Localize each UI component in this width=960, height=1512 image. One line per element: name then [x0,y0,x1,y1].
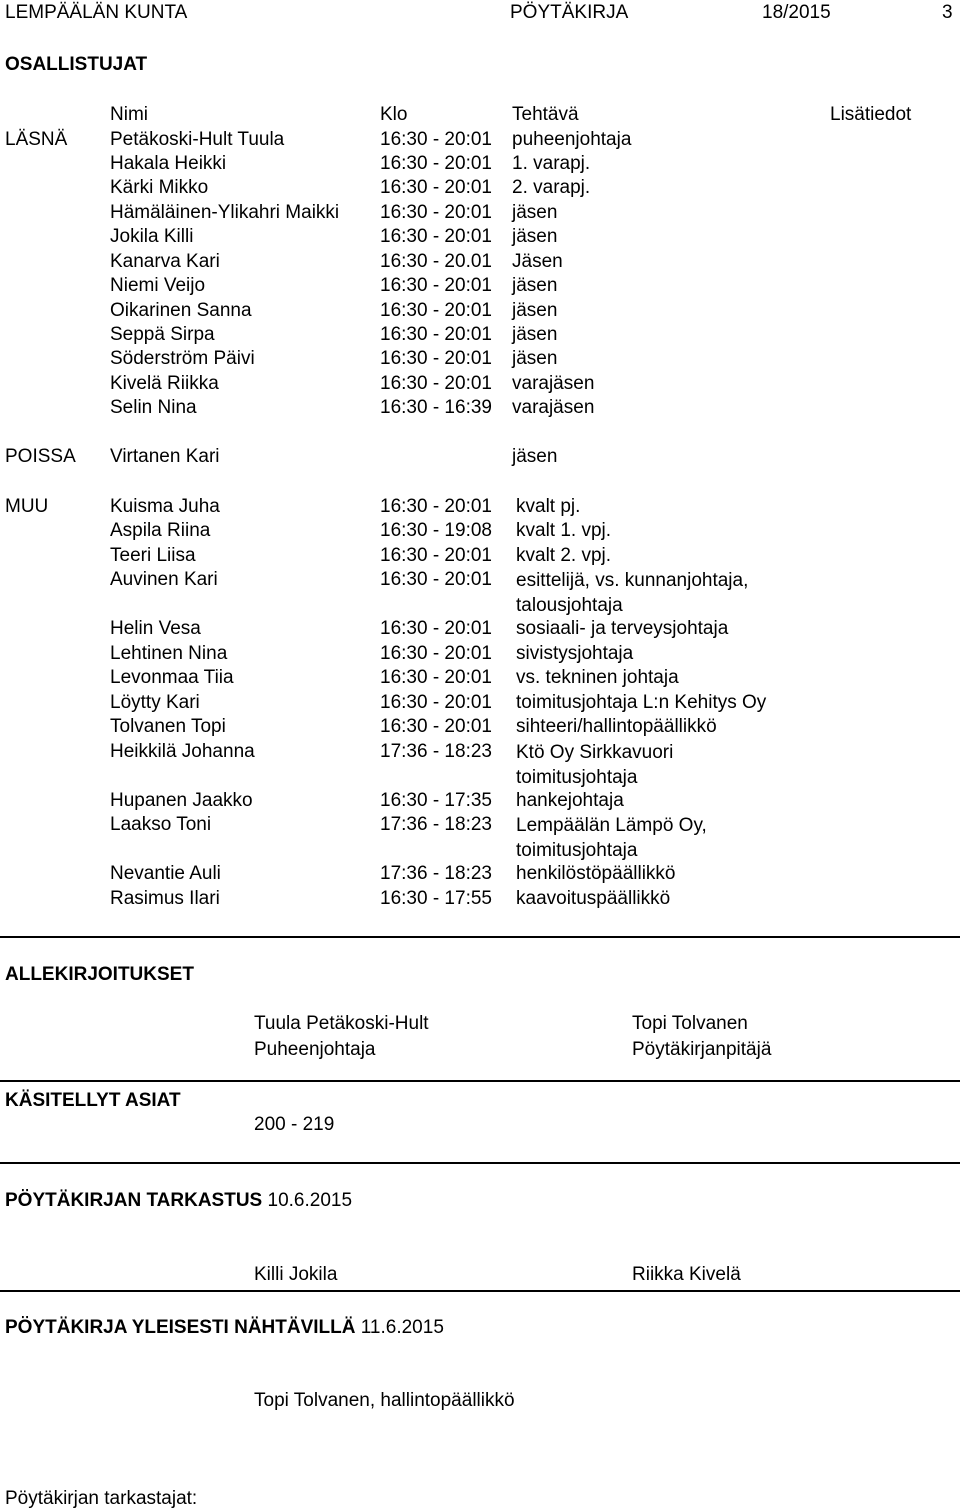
participant-role: sivistysjohtaja [516,643,634,664]
participant-role: jäsen [512,324,558,345]
participant-role: kvalt 1. vpj. [516,520,612,541]
participant-time: 17:36 - 18:23 [380,814,492,835]
column-header-time: Klo [380,104,408,125]
table-row [0,251,960,275]
handled-items-range: 200 - 219 [254,1114,335,1135]
participant-role: 1. varapj. [512,153,591,174]
section-divider [0,1290,960,1292]
table-row [0,643,960,667]
participant-time: 16:30 - 17:55 [380,888,492,909]
table-row [0,348,960,372]
participant-role: puheenjohtaja [512,129,632,150]
participant-time: 16:30 - 20:01 [380,667,492,688]
public-heading [5,1317,444,1339]
participant-time: 16:30 - 20:01 [380,692,492,713]
participant-time: 16:30 - 20:01 [380,569,492,590]
participant-time: 16:30 - 20:01 [380,643,492,664]
participant-name: Jokila Killi [110,226,194,247]
participant-role: hankejohtaja [516,790,624,811]
participant-time: 16:30 - 20:01 [380,153,492,174]
participant-name: Söderström Päivi [110,348,255,369]
chair-title: Puheenjohtaja [254,1039,376,1060]
participant-name: Oikarinen Sanna [110,300,252,321]
participant-name: Helin Vesa [110,618,201,639]
participant-time: 16:30 - 20:01 [380,716,492,737]
participant-name: Tolvanen Topi [110,716,226,737]
participant-name: Kivelä Riikka [110,373,219,394]
participant-name: Selin Nina [110,397,197,418]
reviewer-2: Riikka Kivelä [632,1264,741,1285]
participant-time: 16:30 - 17:35 [380,790,492,811]
column-header-info: Lisätiedot [830,104,912,125]
table-row [0,692,960,716]
participant-time: 17:36 - 18:23 [380,863,492,884]
table-row [0,520,960,544]
participant-name: Laakso Toni [110,814,212,835]
participant-name: Löytty Kari [110,692,200,713]
participant-name: Aspila Riina [110,520,211,541]
participant-time: 16:30 - 20:01 [380,324,492,345]
document-number: 18/2015 [762,2,831,23]
participant-time: 16:30 - 20:01 [380,226,492,247]
table-row [0,667,960,691]
participant-time: 17:36 - 18:23 [380,741,492,762]
participant-name: Rasimus Ilari [110,888,220,909]
table-row [0,496,960,520]
participant-name: Teeri Liisa [110,545,196,566]
participant-time: 16:30 - 20.01 [380,251,492,272]
table-row [0,446,960,470]
municipality-name: LEMPÄÄLÄN KUNTA [5,2,188,23]
participant-role: jäsen [512,275,558,296]
participant-name: Kuisma Juha [110,496,220,517]
participant-name: Kanarva Kari [110,251,220,272]
participant-role: jäsen [512,446,558,467]
participant-role: kaavoituspäällikkö [516,888,671,909]
participant-role: henkilöstöpäällikkö [516,863,676,884]
reviewer-1: Killi Jokila [254,1264,338,1285]
participant-role: sihteeri/hallintopäällikkö [516,716,717,737]
document-type: PÖYTÄKIRJA [510,2,629,23]
review-date: 10.6.2015 [267,1190,353,1211]
participant-time: 16:30 - 16:39 [380,397,492,418]
table-row [0,545,960,569]
table-row [0,129,960,153]
table-row [0,373,960,397]
participant-role: vs. tekninen johtaja [516,667,679,688]
participant-name: Hämäläinen-Ylikahri Maikki [110,202,340,223]
participant-time: 16:30 - 20:01 [380,202,492,223]
column-headers [0,104,960,128]
participant-role: Jäsen [512,251,563,272]
participant-name: Seppä Sirpa [110,324,215,345]
table-row [0,300,960,324]
secretary-title: Pöytäkirjanpitäjä [632,1039,772,1060]
participant-role: varajäsen [512,397,595,418]
table-row [0,177,960,201]
column-header-name: Nimi [110,104,148,125]
signatures-title: ALLEKIRJOITUKSET [5,964,194,985]
group-label-present: LÄSNÄ [5,129,68,150]
participant-time: 16:30 - 20:01 [380,545,492,566]
section-divider [0,1162,960,1164]
page-number: 3 [942,2,953,23]
participant-name: Lehtinen Nina [110,643,228,664]
participant-time: 16:30 - 19:08 [380,520,492,541]
participant-name: Kärki Mikko [110,177,209,198]
table-row [0,863,960,887]
reviewers-label: Pöytäkirjan tarkastajat: [5,1488,198,1509]
participant-name: Petäkoski-Hult Tuula [110,129,285,150]
participant-time: 16:30 - 20:01 [380,129,492,150]
table-row [0,716,960,740]
participant-name: Hakala Heikki [110,153,227,174]
table-row [0,814,960,862]
group-label-other: MUU [5,496,49,517]
table-row [0,324,960,348]
participants-title: OSALLISTUJAT [5,54,148,75]
chair-name: Tuula Petäkoski-Hult [254,1013,429,1034]
participant-role: esittelijä, vs. kunnanjohtaja, talousjohtaja [516,570,749,616]
table-row [0,618,960,642]
participant-name: Auvinen Kari [110,569,218,590]
participant-time: 16:30 - 20:01 [380,373,492,394]
participant-time: 16:30 - 20:01 [380,618,492,639]
group-label-absent: POISSA [5,446,76,467]
participant-time: 16:30 - 20:01 [380,300,492,321]
participant-role: sosiaali- ja terveysjohtaja [516,618,729,639]
table-row [0,888,960,912]
participant-role: Lempäälän Lämpö Oy, toimitusjohtaja [516,815,707,861]
table-row [0,275,960,299]
participant-role: 2. varapj. [512,177,591,198]
participant-role: toimitusjohtaja L:n Kehitys Oy [516,692,767,713]
participant-role: jäsen [512,348,558,369]
participant-name: Hupanen Jaakko [110,790,253,811]
table-row [0,790,960,814]
secretary-name: Topi Tolvanen [632,1013,748,1034]
column-header-role: Tehtävä [512,104,579,125]
table-row [0,397,960,421]
participant-time: 16:30 - 20:01 [380,496,492,517]
participant-name: Levonmaa Tiia [110,667,234,688]
review-title: PÖYTÄKIRJAN TARKASTUS [5,1190,263,1211]
public-responsible-person: Topi Tolvanen, hallintopäällikkö [254,1390,515,1411]
participant-role: kvalt 2. vpj. [516,545,612,566]
table-row [0,226,960,250]
public-date: 11.6.2015 [360,1317,444,1338]
participant-time: 16:30 - 20:01 [380,275,492,296]
participant-name: Heikkilä Johanna [110,741,255,762]
section-divider [0,1080,960,1082]
participant-time: 16:30 - 20:01 [380,177,492,198]
participant-role: jäsen [512,300,558,321]
participant-role: Ktö Oy Sirkkavuori toimitusjohtaja [516,742,674,788]
table-row [0,741,960,789]
participant-role: varajäsen [512,373,595,394]
participant-role: jäsen [512,202,558,223]
table-row [0,153,960,177]
review-heading [5,1190,352,1212]
section-divider [0,936,960,938]
handled-items-title: KÄSITELLYT ASIAT [5,1090,181,1111]
public-title: PÖYTÄKIRJA YLEISESTI NÄHTÄVILLÄ [5,1317,356,1338]
participant-name: Nevantie Auli [110,863,221,884]
table-row [0,202,960,226]
participant-role: jäsen [512,226,558,247]
table-row [0,569,960,617]
participant-name: Niemi Veijo [110,275,206,296]
participant-role: kvalt pj. [516,496,581,517]
participant-name: Virtanen Kari [110,446,220,467]
participant-time: 16:30 - 20:01 [380,348,492,369]
